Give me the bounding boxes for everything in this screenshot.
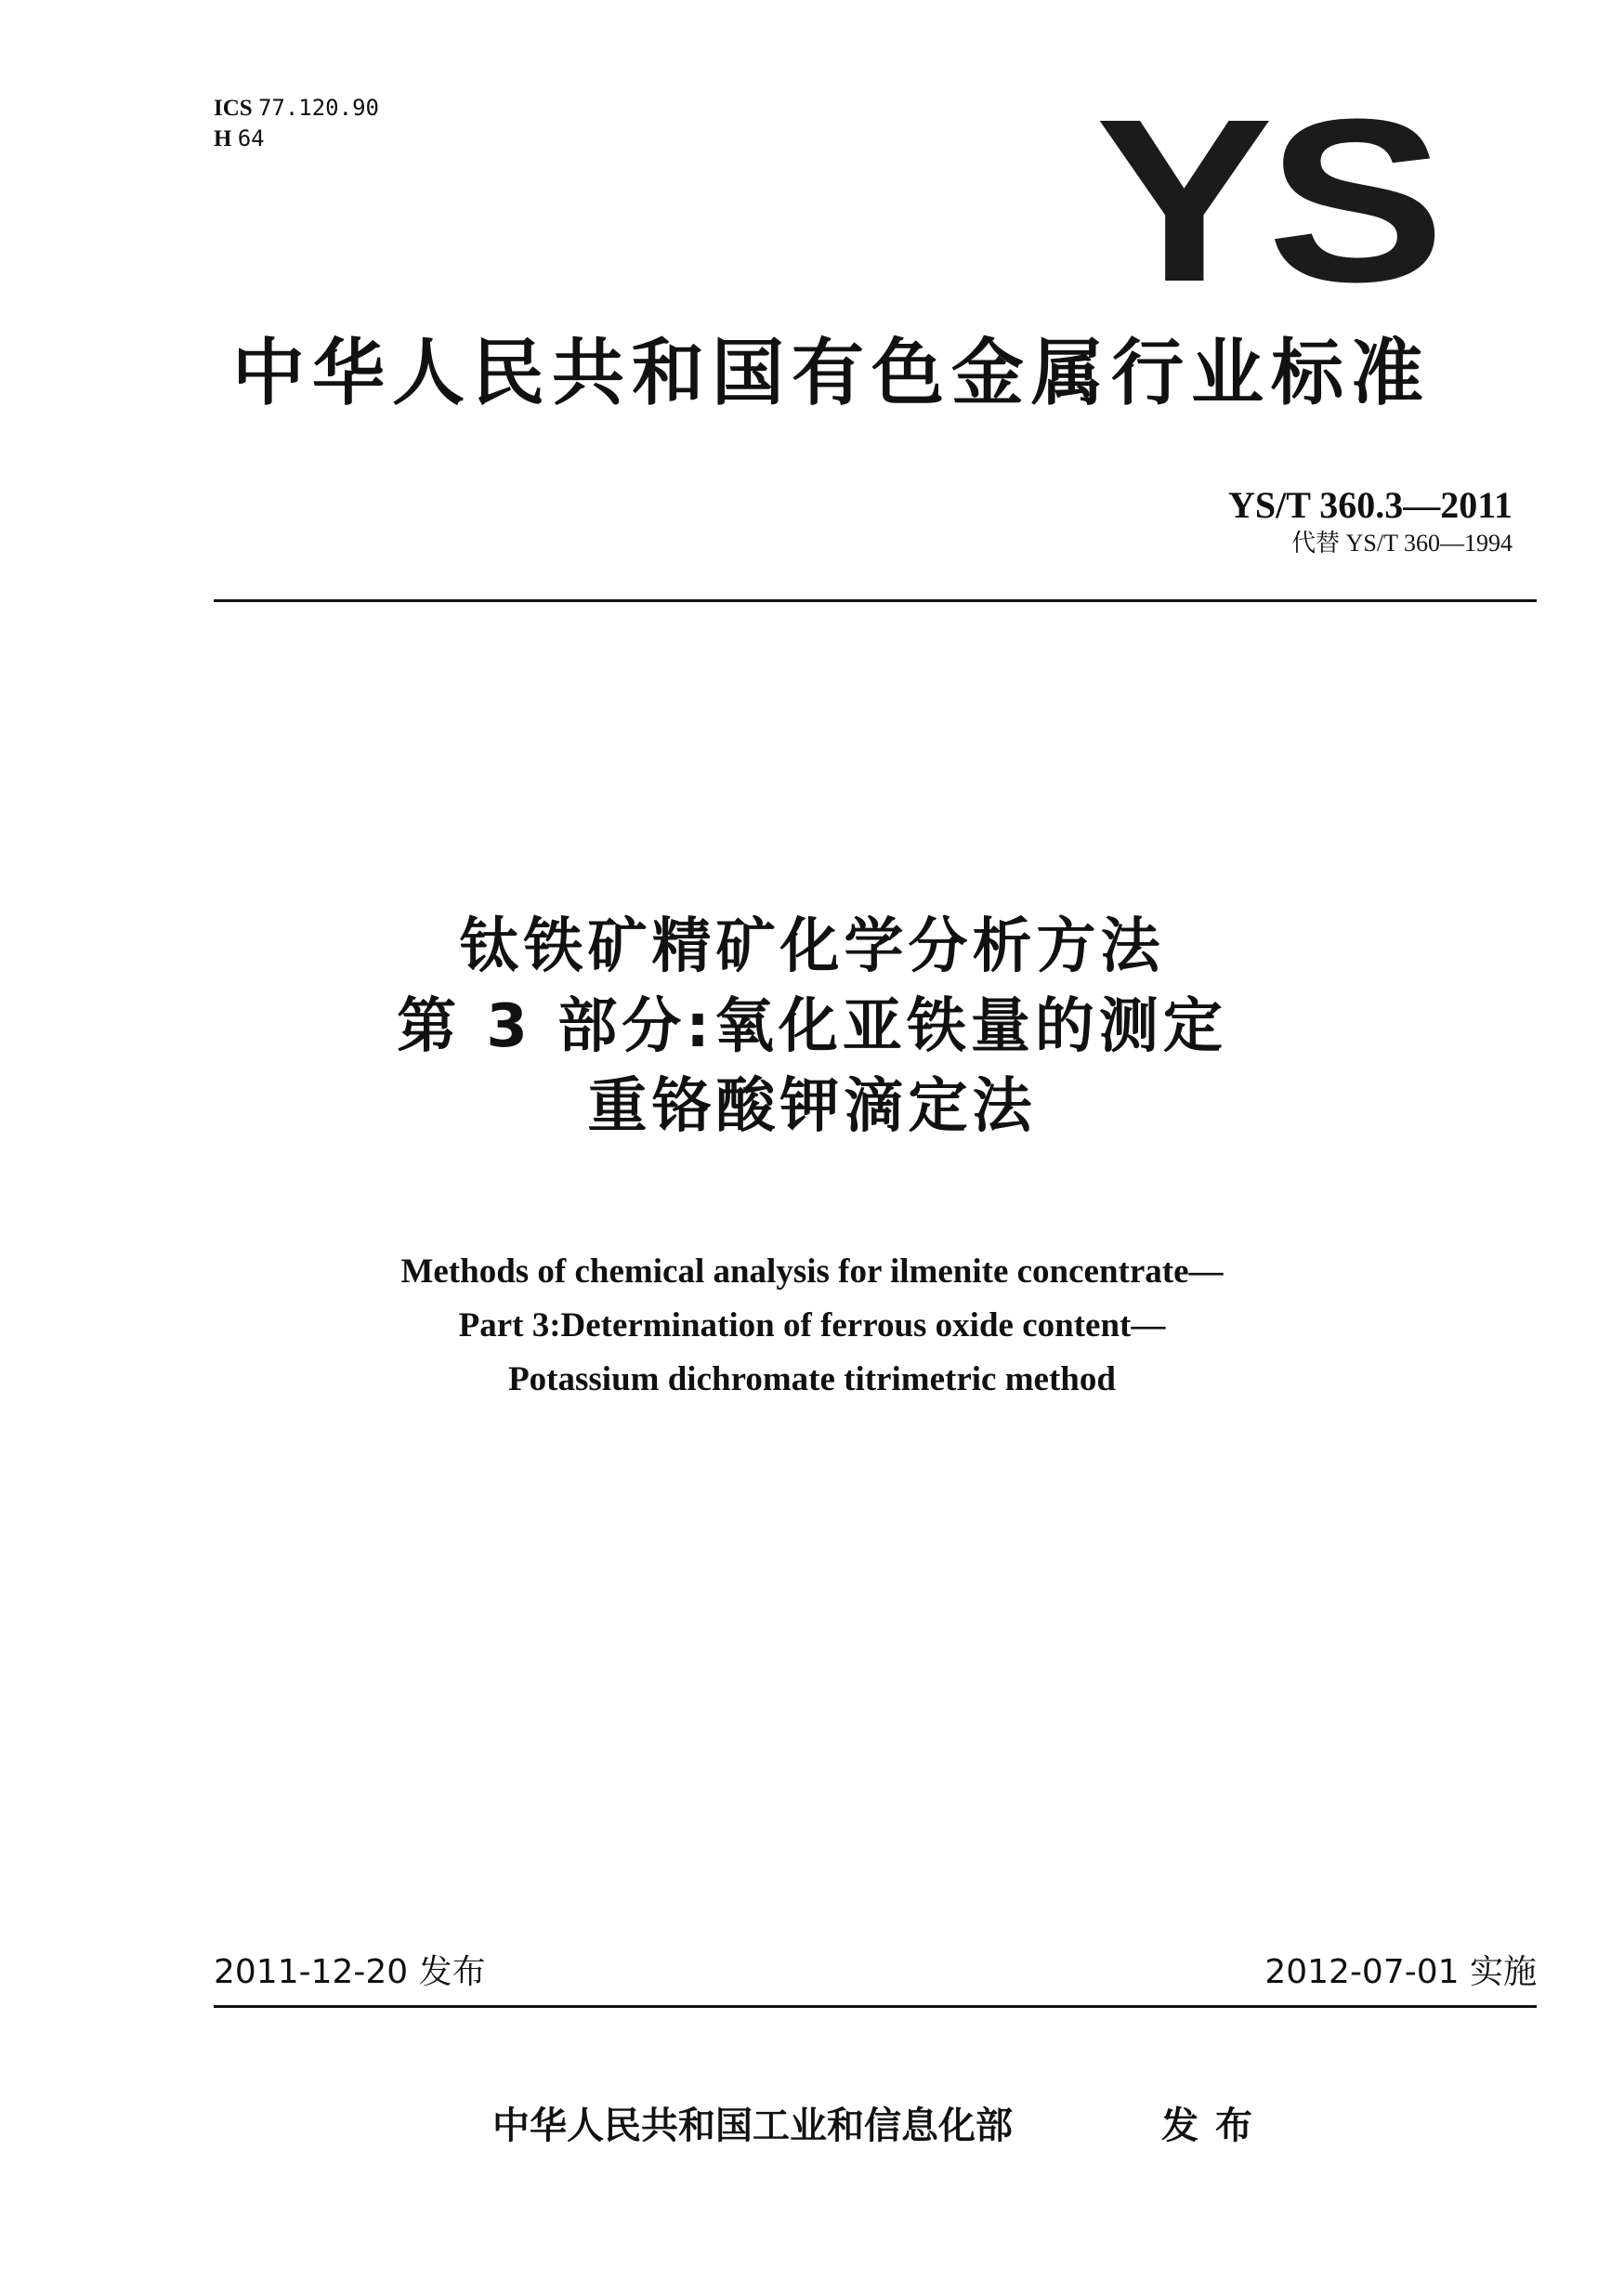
bottom-divider bbox=[214, 2005, 1537, 2008]
chinese-title-line-2: 第 3 部分:氧化亚铁量的测定 bbox=[397, 992, 1227, 1061]
replaced-standard: 代替 YS/T 360—1994 bbox=[1291, 530, 1513, 557]
standard-code: YS/T 360.3—2011 bbox=[1228, 484, 1513, 526]
english-title-line-1: Methods of chemical analysis for ilmenite concentrate— bbox=[400, 1252, 1224, 1291]
chinese-title-line-1: 钛铁矿精矿化学分析方法 bbox=[459, 912, 1165, 981]
issue-action: 发布 bbox=[1161, 2105, 1269, 2147]
chinese-title-line-3: 重铬酸钾滴定法 bbox=[587, 1072, 1037, 1141]
english-title-line-2: Part 3:Determination of ferrous oxide content— bbox=[458, 1306, 1166, 1344]
effective-date: 2012-07-01 实施 bbox=[1264, 1953, 1537, 1991]
english-title bbox=[0, 1245, 1624, 1407]
classification-codes bbox=[214, 93, 379, 154]
top-divider bbox=[214, 599, 1537, 602]
ics-code: ICS 77.120.90 bbox=[214, 95, 379, 121]
issue-date: 2011-12-20 发布 bbox=[214, 1953, 486, 1991]
chinese-title bbox=[0, 907, 1624, 1147]
issuing-authority: 中华人民共和国工业和信息化部 bbox=[492, 2105, 1013, 2147]
english-title-line-3: Potassium dichromate titrimetric method bbox=[508, 1360, 1116, 1398]
ccs-code: H 64 bbox=[214, 125, 265, 151]
standard-code-block bbox=[1228, 483, 1513, 559]
standard-title: 中华人民共和国有色金属行业标准 bbox=[232, 332, 1432, 415]
ys-logo: YS bbox=[1094, 71, 1438, 330]
